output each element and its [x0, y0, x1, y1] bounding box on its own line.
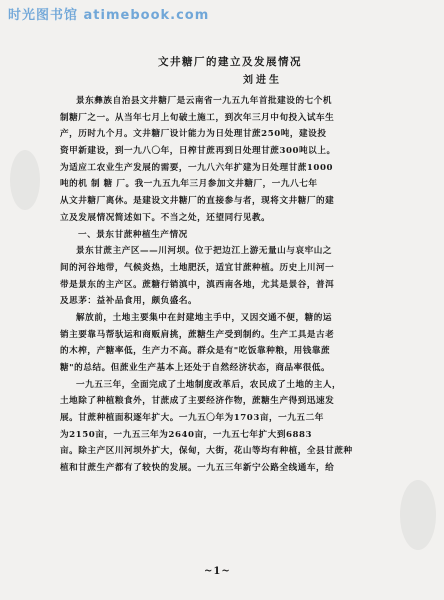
- paper-stain: [400, 480, 436, 550]
- text-line: 及思茅：益补品食用，颇负盛名。: [60, 296, 198, 307]
- document-title: 文井糖厂的建立及发展情况: [158, 56, 302, 68]
- text-line: 为适应工农业生产发展的需要，一九八六年扩建为日处理甘蔗1000: [60, 162, 334, 173]
- text-line: 带是景东的主产区。蔗糖行销滇中，滇西南各地，尤其是景谷，普洱: [60, 279, 335, 290]
- text-line: 间的河谷地带，气候炎热，土地肥沃，适宜甘蔗种植。历史上川河一: [60, 262, 335, 273]
- text-line: 为2150亩，一九五三年为2640亩，一九五七年扩大到6883: [60, 429, 313, 440]
- text-line: 吨的机 制 糖 厂。我一九五九年三月参加文井糖厂，一九八七年: [60, 179, 318, 190]
- text-line: 亩。除主产区川河坝外扩大，保甸，大街，花山等均有种植，全县甘蔗种: [60, 446, 353, 457]
- text-line: 从文井糖厂离休。是建设文井糖厂的直接参与者，现将文井糖厂的建: [60, 196, 335, 207]
- text-line: 资甲新建设，到一九八〇年，日榨甘蔗再到日处理甘蔗300吨以上。: [60, 146, 336, 157]
- text-line: 展。甘蔗种植面积逐年扩大。一九五〇年为1703亩，一九五二年: [60, 413, 324, 424]
- watermark: 时光图书馆 atimebook.com: [8, 8, 210, 23]
- document-author: 刘进生: [243, 75, 282, 86]
- text-line: 糖"的总结。但蔗业生产基本上还处于自然经济状态，商品率很低。: [60, 363, 331, 373]
- text-line: 制糖厂之一。从当年七月上旬破土施工，到次年三月中旬投入试车生: [60, 112, 335, 123]
- text-line: 一九五三年，全面完成了土地制度改革后，农民成了土地的主人，: [76, 379, 342, 390]
- text-line: 立及发展情况简述如下。不当之处，还望同行见教。: [60, 212, 271, 223]
- paper-stain: [10, 150, 40, 210]
- text-line: 植和甘蔗生产都有了较快的发展。一九五三年新宁公路全线通车，给: [60, 463, 335, 474]
- body-text: [60, 93, 415, 477]
- text-line: 景东甘蔗主产区——川河坝。位于把边江上游无量山与哀牢山之: [76, 246, 333, 257]
- page-number: ~1~: [204, 566, 231, 577]
- text-line: 景东彝族自治县文井糖厂是云南省一九五九年首批建设的七个机: [76, 96, 333, 106]
- text-line: 土地除了种植粮食外，甘蔗成了主要经济作物，蔗糖生产得到迅速发: [60, 396, 335, 407]
- text-line: 销主要靠马帮驮运和商贩肩挑，蔗糖生产受到制约。生产工具是古老: [60, 329, 335, 340]
- section-heading: 一、景东甘蔗种植生产情况: [78, 229, 188, 240]
- text-line: 解放前，土地主要集中在封建地主手中，又因交通不便，糖的运: [76, 312, 333, 323]
- text-line: 的木榨，产糖率低，生产力不高。群众是有"吃饭靠种粮，用钱靠蔗: [60, 346, 331, 357]
- text-line: 产，历时九个月。文井糖厂设计能力为日处理甘蔗250吨，建设投: [60, 129, 327, 140]
